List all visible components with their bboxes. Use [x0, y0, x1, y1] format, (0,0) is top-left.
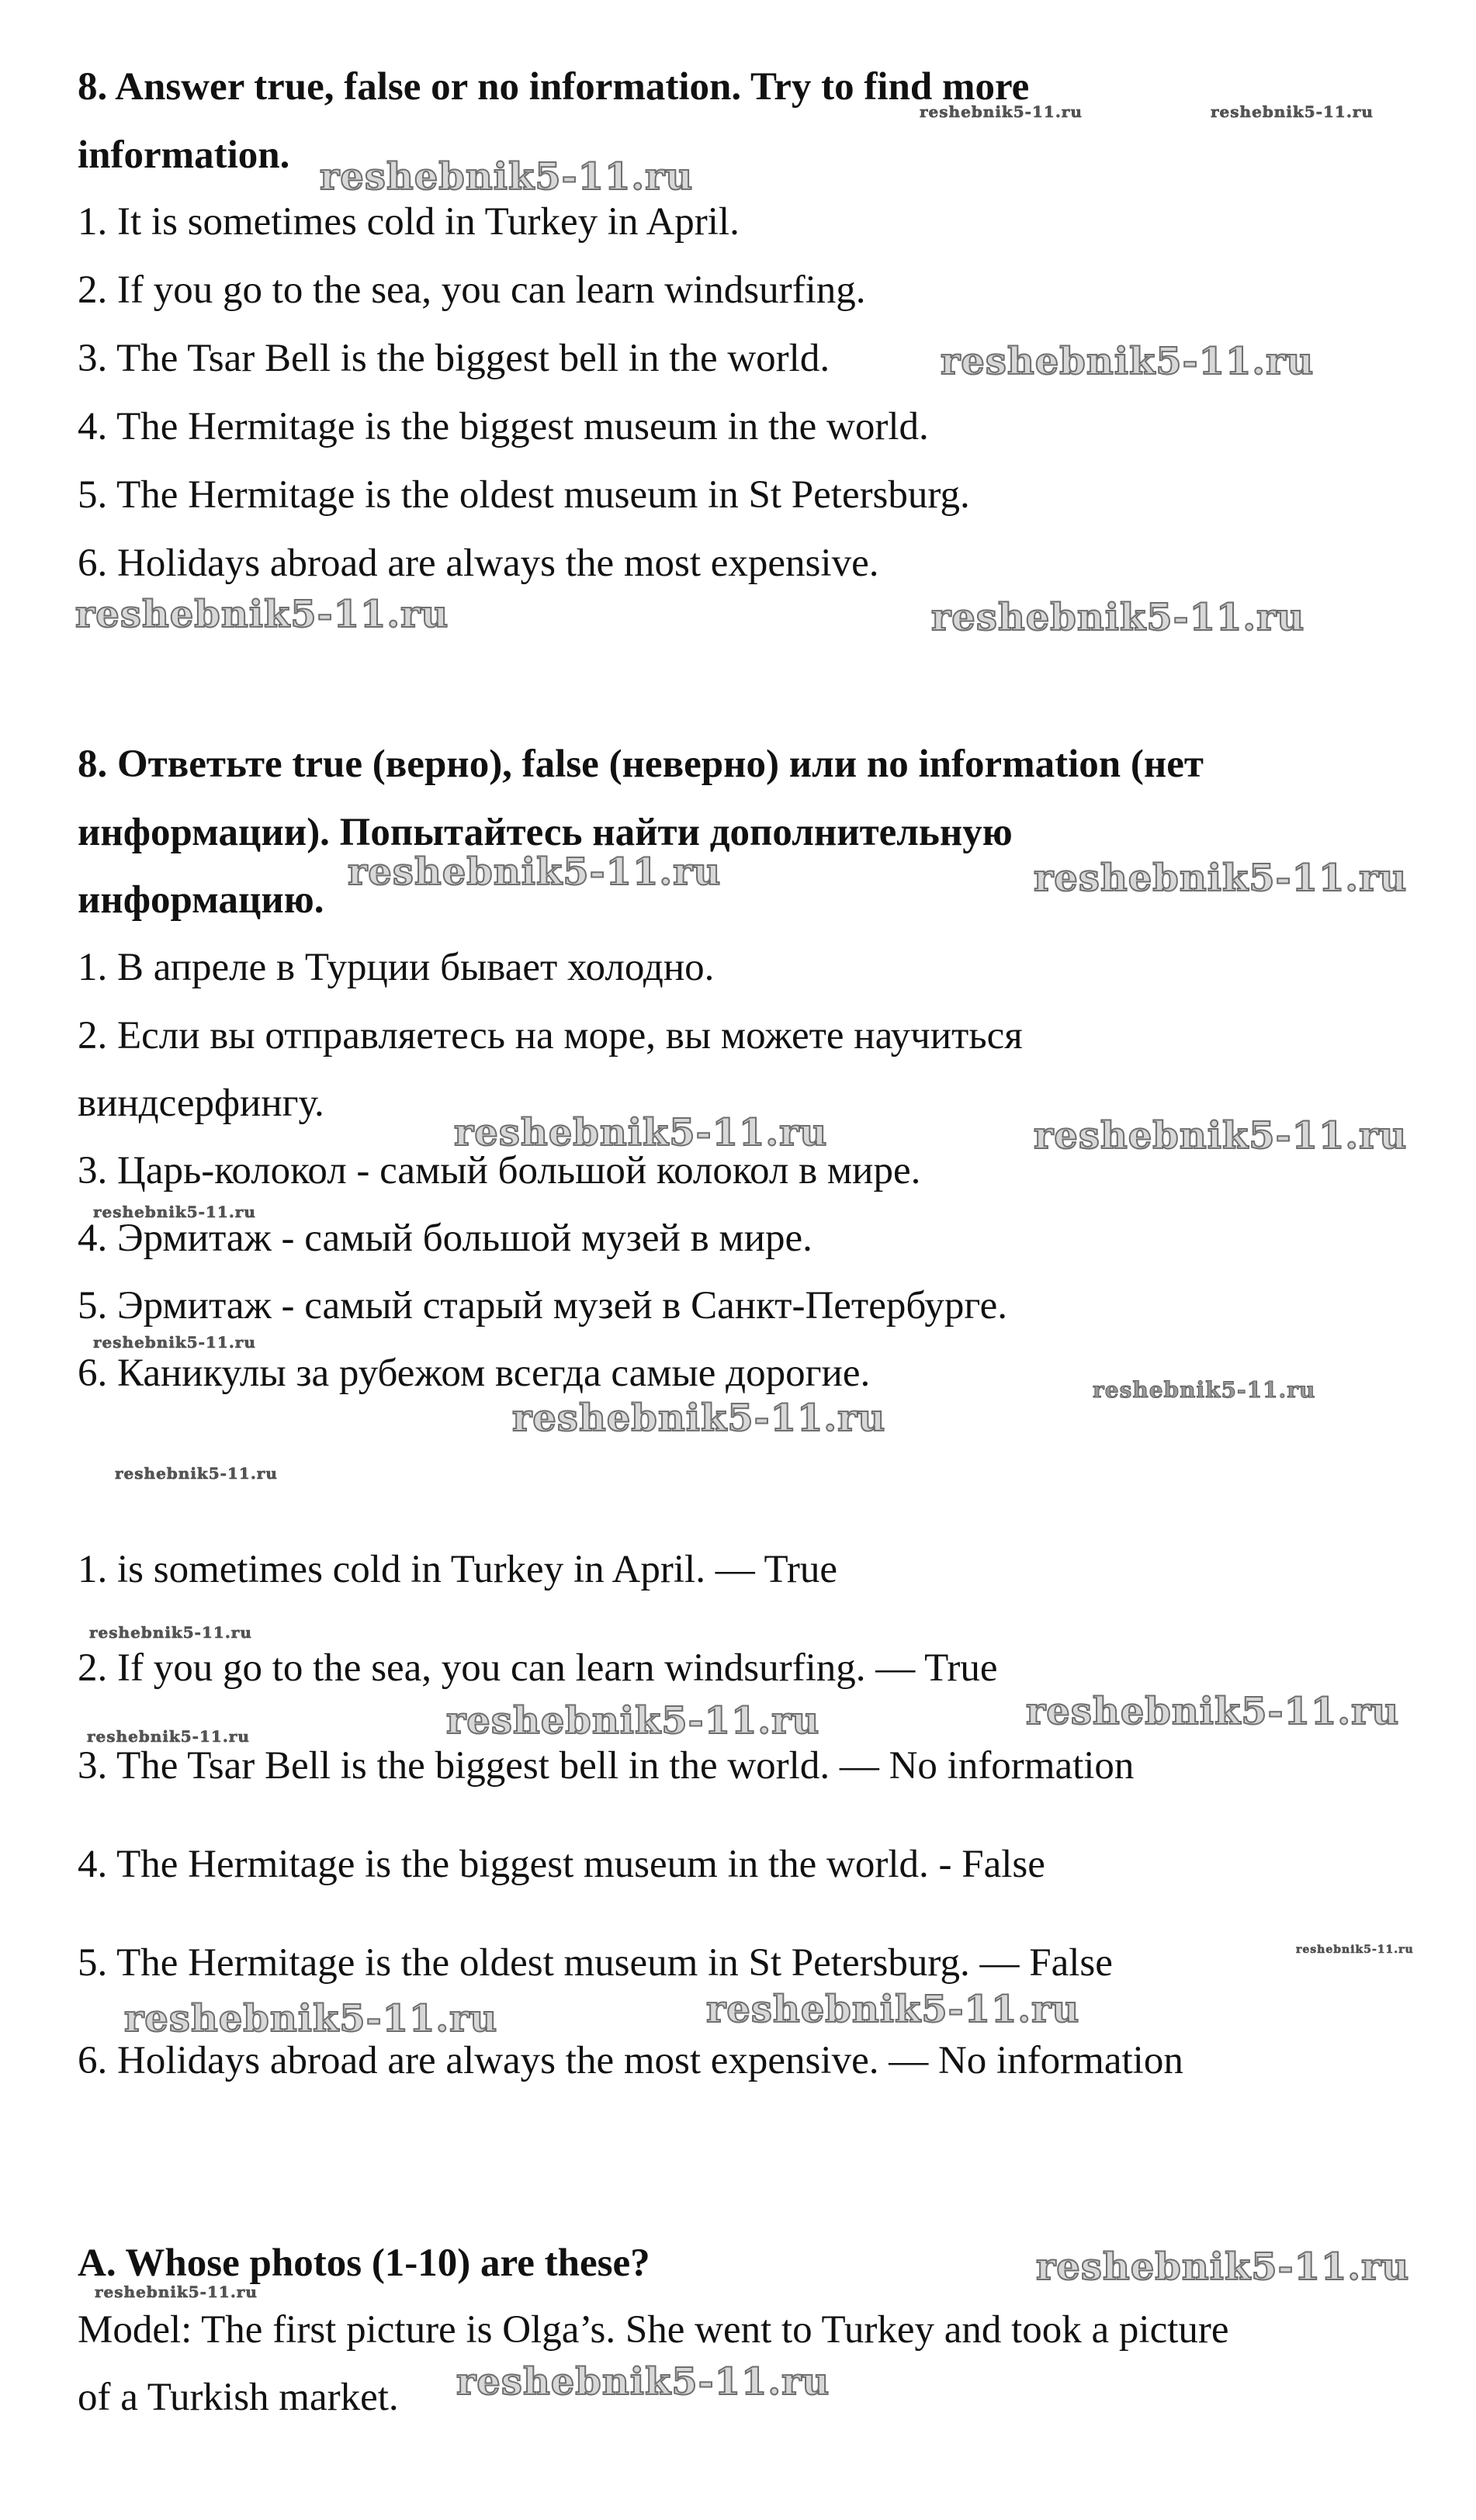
watermark: reshebnik5-11.ru [115, 1464, 278, 1483]
watermark: reshebnik5-11.ru [512, 1397, 886, 1440]
watermark: reshebnik5-11.ru [320, 155, 694, 199]
watermark: reshebnik5-11.ru [87, 1727, 250, 1746]
task-en-heading-line2: information. [78, 133, 290, 177]
watermark: reshebnik5-11.ru [1034, 857, 1408, 900]
watermark: reshebnik5-11.ru [1026, 1690, 1400, 1733]
answer-4: 4. The Hermitage is the biggest museum in the world. - False [78, 1843, 1045, 1886]
watermark: reshebnik5-11.ru [93, 1333, 256, 1352]
watermark: reshebnik5-11.ru [446, 1699, 820, 1743]
task-a-heading: A. Whose photos (1-10) are these? [78, 2241, 650, 2285]
watermark: reshebnik5-11.ru [1211, 102, 1374, 121]
task-ru-item-2-cont: виндсерфингу. [78, 1082, 324, 1125]
answer-5: 5. The Hermitage is the oldest museum in St Petersburg. — False [78, 1941, 1113, 1985]
watermark: reshebnik5-11.ru [93, 1203, 256, 1221]
task-a-model-line2: of a Turkish market. [78, 2376, 399, 2419]
answer-1: 1. is sometimes cold in Turkey in April. — True [78, 1548, 838, 1591]
watermark: reshebnik5-11.ru [95, 2283, 258, 2301]
answer-3: 3. The Tsar Bell is the biggest bell in the world. — No information [78, 1744, 1135, 1788]
task-ru-heading-line3: информацию. [78, 878, 324, 922]
watermark: reshebnik5-11.ru [1093, 1377, 1316, 1403]
task-a-model-line1: Model: The first picture is Olga’s. She went to Turkey and took a picture [78, 2308, 1229, 2352]
answer-2: 2. If you go to the sea, you can learn windsurfing. — True [78, 1646, 998, 1690]
task-ru-item-4: 4. Эрмитаж - самый большой музей в мире. [78, 1217, 812, 1260]
watermark: reshebnik5-11.ru [456, 2360, 830, 2404]
watermark: reshebnik5-11.ru [454, 1111, 828, 1154]
task-en-item-5: 5. The Hermitage is the oldest museum in St Petersburg. [78, 473, 970, 517]
task-ru-item-3: 3. Царь-колокол - самый большой колокол в мире. [78, 1149, 921, 1192]
task-en-item-1: 1. It is sometimes cold in Turkey in April. [78, 200, 740, 244]
task-ru-item-1: 1. В апреле в Турции бывает холодно. [78, 946, 715, 989]
watermark: reshebnik5-11.ru [75, 593, 449, 636]
task-en-item-4: 4. The Hermitage is the biggest museum in the world. [78, 405, 929, 448]
watermark: reshebnik5-11.ru [920, 102, 1083, 121]
task-ru-heading-line2: информации). Попытайтесь найти дополнительную [78, 811, 1013, 854]
watermark: reshebnik5-11.ru [124, 1997, 498, 2041]
task-ru-item-5: 5. Эрмитаж - самый старый музей в Санкт-Петербурге. [78, 1284, 1007, 1328]
watermark: reshebnik5-11.ru [941, 340, 1315, 383]
task-ru-item-2: 2. Если вы отправляетесь на море, вы можете научиться [78, 1014, 1023, 1058]
task-ru-heading-line1: 8. Ответьте true (верно), false (неверно) или no information (нет [78, 742, 1204, 786]
answer-6: 6. Holidays abroad are always the most expensive. — No information [78, 2039, 1183, 2082]
watermark: reshebnik5-11.ru [1036, 2245, 1410, 2289]
task-en-item-2: 2. If you go to the sea, you can learn windsurfing. [78, 268, 866, 312]
watermark: reshebnik5-11.ru [706, 1988, 1080, 2031]
watermark: reshebnik5-11.ru [931, 596, 1305, 639]
watermark: reshebnik5-11.ru [1296, 1944, 1414, 1956]
task-en-item-3: 3. The Tsar Bell is the biggest bell in the world. [78, 337, 830, 380]
task-en-heading-line1: 8. Answer true, false or no information. Try to find more [78, 65, 1030, 109]
task-en-item-6: 6. Holidays abroad are always the most expensive. [78, 542, 879, 585]
watermark: reshebnik5-11.ru [89, 1623, 252, 1642]
task-ru-item-6: 6. Каникулы за рубежом всегда самые дорогие. [78, 1352, 871, 1395]
watermark: reshebnik5-11.ru [348, 850, 722, 894]
watermark: reshebnik5-11.ru [1034, 1114, 1408, 1158]
